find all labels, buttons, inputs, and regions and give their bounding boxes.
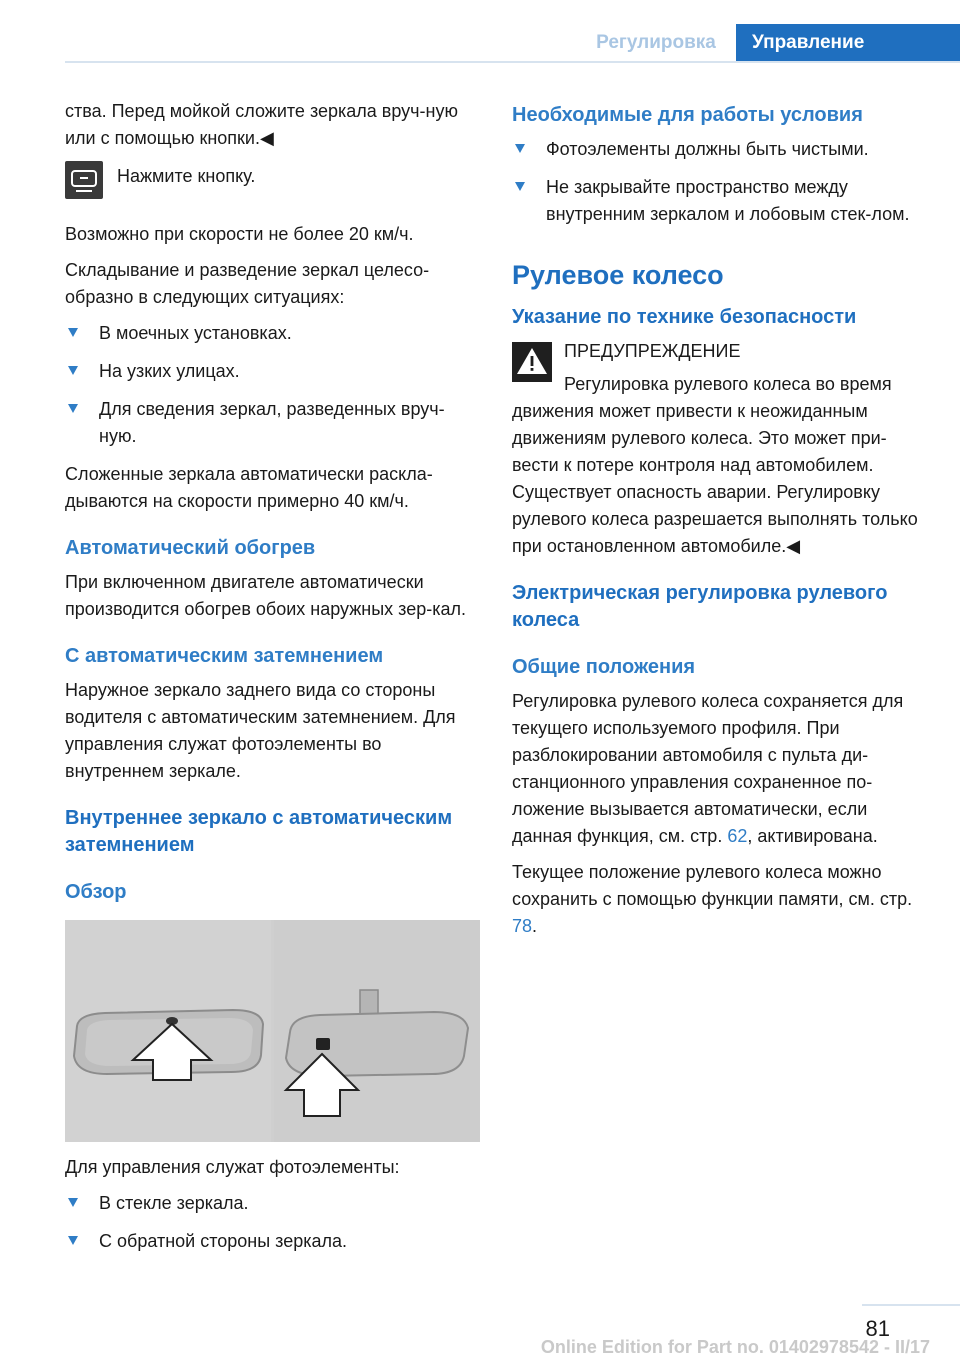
- heading-conditions: Необходимые для работы условия: [512, 104, 863, 126]
- bullet-triangle-icon: [68, 1198, 78, 1207]
- left-column: [65, 98, 480, 1266]
- bullet-triangle-icon: [515, 182, 525, 191]
- edition-footer: Online Edition for Part no. 01402978542 - II/17: [540, 1337, 930, 1357]
- warning-title: ПРЕДУПРЕЖДЕНИЕ: [564, 341, 741, 361]
- tab-regulirovka[interactable]: Регулировка: [596, 32, 716, 53]
- heading-safety: Указание по технике безопасности: [512, 306, 857, 328]
- list-item: В стекле зеркала.: [65, 1190, 480, 1217]
- warning-icon: [512, 342, 552, 382]
- warning-text: движения может привести к неожиданным движениям рулевого колеса. Это может при-вести к потере контроля над автомобилем. Существует опасность аварии. Регулировку рулевого колеса разрешается выполнять только при остановленном автомобиле.◀: [512, 401, 918, 556]
- paragraph: Складывание и разведение зеркал целесо-образно в следующих ситуациях:: [65, 260, 430, 307]
- list-item: На узких улицах.: [65, 358, 480, 385]
- paragraph: ства. Перед мойкой сложите зеркала вруч-ную или с помощью кнопки.◀: [65, 101, 458, 148]
- bullet-triangle-icon: [68, 328, 78, 337]
- page-number: 81: [865, 1316, 890, 1341]
- heading-auto-dimming: С автоматическим затемнением: [65, 645, 384, 667]
- right-column: [512, 98, 930, 949]
- bullet-triangle-icon: [515, 144, 525, 153]
- button-instruction: [65, 161, 480, 209]
- paragraph: Возможно при скорости не более 20 км/ч.: [65, 224, 414, 244]
- page-link-62[interactable]: 62: [727, 826, 748, 846]
- heading-electric-adjust: Электрическая регулировка рулевого колеса: [512, 582, 888, 631]
- button-instruction-text: Нажмите кнопку.: [117, 166, 256, 186]
- list-item: Для сведения зеркал, разведенных вруч-ную.: [65, 396, 480, 450]
- paragraph: При включенном двигателе автоматически производится обогрев обоих наружных зер-кал.: [65, 572, 467, 619]
- paragraph: Наружное зеркало заднего вида со стороны водителя с автоматическим затемнением. Для управления служат фотоэлементы во внутреннем зеркале.: [65, 680, 456, 781]
- mirror-fold-button-icon: [65, 161, 103, 199]
- tab-upravlenie[interactable]: Управление: [736, 24, 960, 61]
- bullet-triangle-icon: [68, 1236, 78, 1245]
- heading-inner-mirror: Внутреннее зеркало с автоматическим затемнением: [65, 807, 453, 856]
- heading-overview: Обзор: [65, 881, 127, 903]
- paragraph: Для управления служат фотоэлементы:: [65, 1157, 400, 1177]
- page-link-78[interactable]: 78: [512, 916, 533, 936]
- bullet-triangle-icon: [68, 366, 78, 375]
- mirror-back-image: [274, 920, 480, 1142]
- page-number-rule: [862, 1304, 960, 1306]
- paragraph-memory: Текущее положение рулевого колеса можно сохранить с помощью функции памяти, см. стр. 78.: [512, 862, 913, 936]
- heading-general: Общие положения: [512, 656, 696, 678]
- heading-auto-heating: Автоматический обогрев: [65, 537, 316, 559]
- mirror-front-image: [65, 920, 271, 1142]
- list-item: Фотоэлементы должны быть чистыми.: [512, 136, 930, 163]
- warning-block: [512, 338, 930, 398]
- paragraph: Сложенные зеркала автоматически раскла-дываются на скорости примерно 40 км/ч.: [65, 464, 433, 511]
- bullet-triangle-icon: [68, 404, 78, 413]
- heading-steering-wheel: Рулевое колесо: [512, 260, 724, 290]
- header-rule: [65, 61, 960, 63]
- paragraph-profile: Регулировка рулевого колеса сохраняется для текущего используемого профиля. При разблокировании автомобиля с пульта ди-станционного управления сохраненное по-ложение вызывается автоматически, если данная функция, см. стр. 62, активирована.: [512, 691, 904, 846]
- mirror-photo: [65, 920, 480, 1142]
- list-item: Не закрывайте пространство между внутренним зеркалом и лобовым стек-лом.: [512, 174, 930, 228]
- list-item: В моечных установках.: [65, 320, 480, 347]
- list-item: С обратной стороны зеркала.: [65, 1228, 480, 1255]
- warning-first-line: Регулировка рулевого колеса во время: [564, 374, 892, 394]
